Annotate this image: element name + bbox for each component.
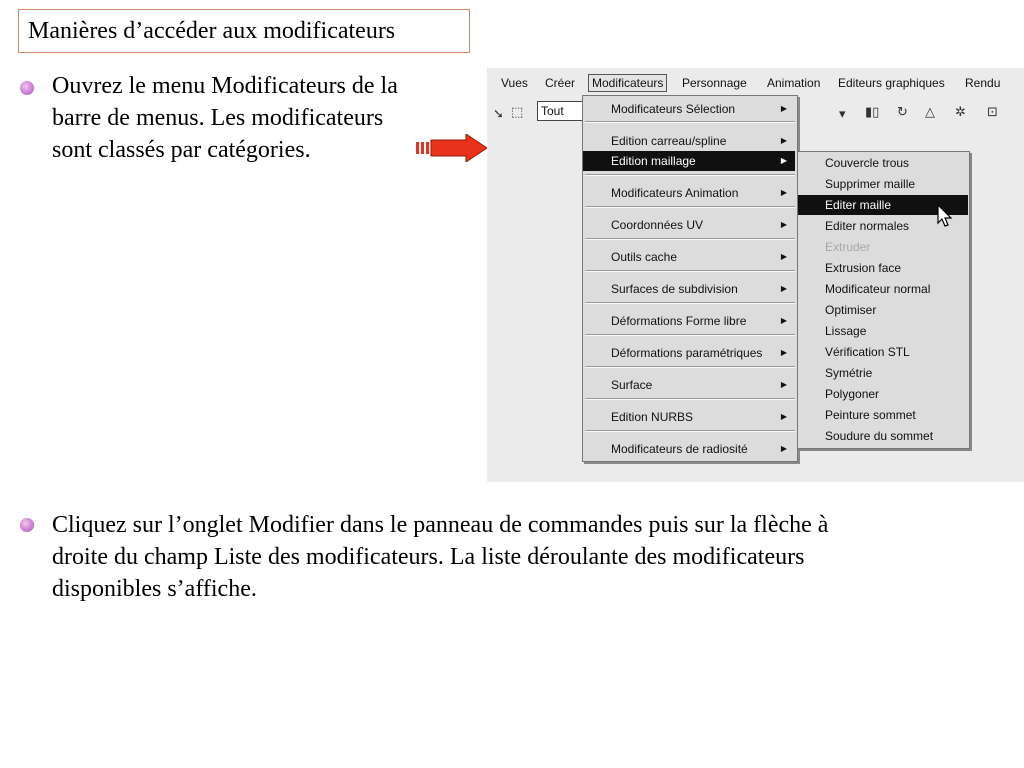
mouse-cursor-icon <box>937 204 953 228</box>
select-arrow-icon[interactable]: ➘ <box>493 106 504 121</box>
menu-vues[interactable]: Vues <box>501 76 528 90</box>
submenu-item-modificateur-normal[interactable]: Modificateur normal <box>825 282 931 296</box>
menu-item-edition-nurbs[interactable] <box>583 407 795 427</box>
menu-separator <box>585 174 795 176</box>
menu-item-coordonnees-uv[interactable] <box>583 215 795 235</box>
menu-separator <box>585 366 795 368</box>
dropdown-arrow-icon[interactable]: ▾ <box>839 106 846 121</box>
submenu-arrow-icon: ▶ <box>780 188 787 197</box>
submenu-arrow-icon: ▶ <box>780 252 787 261</box>
bullet-icon <box>20 81 34 95</box>
submenu-item-lissage[interactable]: Lissage <box>825 324 867 338</box>
menu-item-label: Modificateurs Animation <box>611 186 739 200</box>
menu-item-label: Modificateurs de radiosité <box>611 442 748 456</box>
menu-creer[interactable]: Créer <box>545 76 576 90</box>
menu-item-modificateurs-selection[interactable] <box>583 99 795 119</box>
submenu-item-extruder: Extruder <box>825 240 871 254</box>
menu-item-label: Edition carreau/spline <box>611 134 727 148</box>
selection-filter-field[interactable]: Tout <box>537 101 592 121</box>
submenu-arrow-icon: ▶ <box>780 136 787 145</box>
menu-item-label: Coordonnées UV <box>611 218 704 232</box>
menu-item-surface[interactable] <box>583 375 795 395</box>
menu-item-edition-carreau-spline[interactable] <box>583 131 795 151</box>
submenu-arrow-icon: ▶ <box>780 220 787 229</box>
menu-item-modificateurs-radiosite[interactable] <box>583 439 795 459</box>
menu-item-label: Déformations Forme libre <box>611 314 747 328</box>
bullet-1-line-1: Ouvrez le menu Modificateurs de la <box>52 73 398 99</box>
region-select-icon[interactable]: ⬚ <box>511 104 524 119</box>
menu-item-edition-maillage[interactable] <box>583 151 795 171</box>
menu-item-deformations-parametriques[interactable] <box>583 343 795 363</box>
angle-snap-icon[interactable]: △ <box>925 104 935 119</box>
menu-item-label: Edition NURBS <box>611 410 694 424</box>
bullet-2-line-2: droite du champ Liste des modificateurs. La liste déroulante des modificateurs <box>52 544 805 570</box>
bullet-2-line-1: Cliquez sur l’onglet Modifier dans le panneau de commandes puis sur la flèche à <box>52 512 829 538</box>
submenu-arrow-icon: ▶ <box>780 444 787 453</box>
menu-separator <box>585 238 795 240</box>
menu-item-surfaces-subdivision[interactable] <box>583 279 795 299</box>
submenu-item-editer-normales[interactable]: Editer normales <box>825 219 910 233</box>
slide-title: Manières d’accéder aux modificateurs <box>18 9 470 53</box>
menu-separator <box>585 270 795 272</box>
modificateurs-menu <box>582 95 798 462</box>
software-screenshot <box>487 68 1024 482</box>
menu-separator <box>585 430 795 432</box>
menu-separator <box>585 121 795 123</box>
bullet-1-line-3: sont classés par catégories. <box>52 137 311 163</box>
submenu-arrow-icon: ▶ <box>780 412 787 421</box>
menu-item-label: Modificateurs Sélection <box>611 102 736 116</box>
menu-item-outils-cache[interactable] <box>583 247 795 267</box>
menu-item-label: Outils cache <box>611 250 678 264</box>
menu-separator <box>585 334 795 336</box>
submenu-item-soudure-sommet[interactable]: Soudure du sommet <box>825 429 934 443</box>
snap-icon[interactable]: ↻ <box>897 104 908 119</box>
bullet-1-line-2: barre de menus. Les modificateurs <box>52 105 384 131</box>
menu-editeurs-graphiques[interactable]: Editeurs graphiques <box>838 76 945 90</box>
submenu-item-polygoner[interactable]: Polygoner <box>825 387 880 401</box>
red-arrow-icon <box>416 134 488 162</box>
menu-bar <box>487 68 1024 96</box>
submenu-item-verification-stl[interactable]: Vérification STL <box>825 345 910 359</box>
submenu-item-extrusion-face[interactable]: Extrusion face <box>825 261 902 275</box>
menu-item-label: Déformations paramétriques <box>611 346 763 360</box>
edition-maillage-submenu <box>797 151 970 449</box>
submenu-item-symetrie[interactable]: Symétrie <box>825 366 873 380</box>
menu-item-deformations-forme-libre[interactable] <box>583 311 795 331</box>
bullet-text-1 <box>52 70 472 166</box>
submenu-arrow-icon: ▶ <box>780 380 787 389</box>
submenu-arrow-icon: ▶ <box>780 348 787 357</box>
submenu-item-optimiser[interactable]: Optimiser <box>825 303 877 317</box>
submenu-arrow-icon: ▶ <box>780 156 787 165</box>
submenu-arrow-icon: ▶ <box>780 316 787 325</box>
menu-item-label: Surface <box>611 378 653 392</box>
submenu-item-peinture-sommet[interactable]: Peinture sommet <box>825 408 916 422</box>
submenu-item-couvercle-trous[interactable]: Couvercle trous <box>825 156 910 170</box>
submenu-item-editer-maille[interactable]: Editer maille <box>798 195 968 215</box>
menu-item-label: Edition maillage <box>611 154 696 168</box>
bullet-2-line-3: disponibles s’affiche. <box>52 576 257 602</box>
percent-snap-icon[interactable]: ✲ <box>955 104 966 119</box>
spinner-snap-icon[interactable]: ⊡ <box>987 104 998 119</box>
bullet-icon <box>20 518 34 532</box>
menu-item-label: Surfaces de subdivision <box>611 282 738 296</box>
submenu-item-supprimer-maille[interactable]: Supprimer maille <box>825 177 916 191</box>
menu-animation[interactable]: Animation <box>767 76 821 90</box>
menu-rendu[interactable]: Rendu <box>965 76 1001 90</box>
submenu-arrow-icon: ▶ <box>780 284 787 293</box>
menu-separator <box>585 206 795 208</box>
menu-personnage[interactable]: Personnage <box>682 76 747 90</box>
align-icon[interactable]: ▮▯ <box>865 104 880 119</box>
submenu-arrow-icon: ▶ <box>780 104 787 113</box>
bullet-text-2 <box>52 509 1012 605</box>
menu-separator <box>585 398 795 400</box>
menu-separator <box>585 302 795 304</box>
menu-item-modificateurs-animation[interactable] <box>583 183 795 203</box>
menu-modificateurs[interactable]: Modificateurs <box>588 74 667 92</box>
